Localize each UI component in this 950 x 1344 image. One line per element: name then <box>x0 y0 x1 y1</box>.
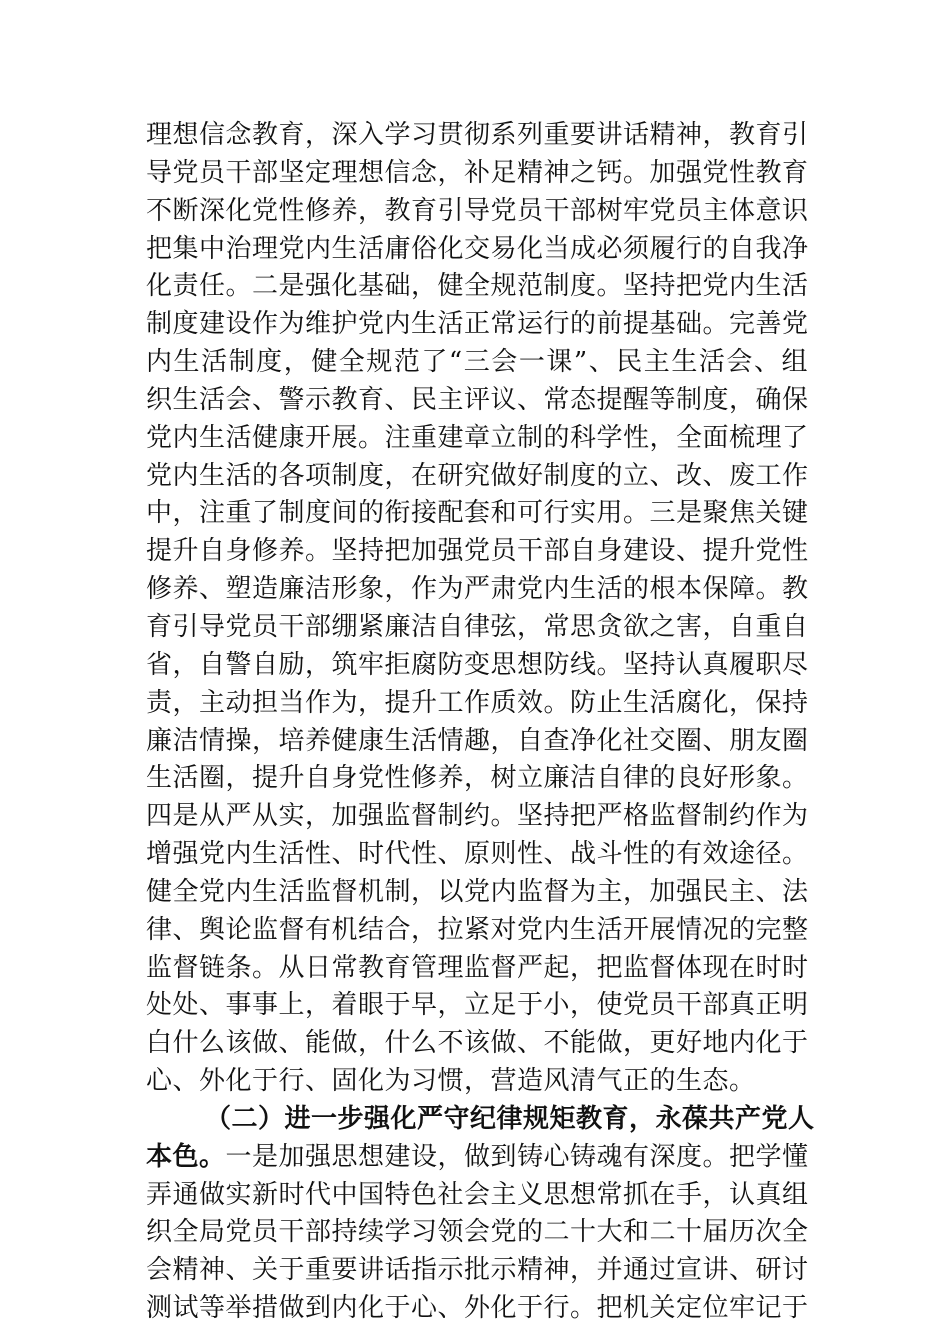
text-line: 中，注重了制度间的衔接配套和可行实用。三是聚焦关键 <box>146 498 809 529</box>
text-line: 生活圈，提升自身党性修养，树立廉洁自律的良好形象。 <box>146 763 809 794</box>
text-line: 增强党内生活性、时代性、原则性、战斗性的有效途径。 <box>146 839 809 870</box>
paragraph-1 <box>146 117 808 1101</box>
text-line: 把集中治理党内生活庸俗化交易化当成必须履行的自我净 <box>146 233 809 264</box>
text-line: 化责任。二是强化基础，健全规范制度。坚持把党内生活 <box>146 271 809 302</box>
text-line: 育引导党员干部绷紧廉洁自律弦，常思贪欲之害，自重自 <box>146 611 809 642</box>
text-line: 律、舆论监督有机结合，拉紧对党内生活开展情况的完整 <box>146 914 809 945</box>
text-line <box>146 1139 808 1177</box>
text-line: 白什么该做、能做，什么不该做、不能做，更好地内化于 <box>146 1028 809 1059</box>
text-line: 责，主动担当作为，提升工作质效。防止生活腐化，保持 <box>146 687 809 718</box>
text-line: 理想信念教育，深入学习贯彻系列重要讲话精神，教育引 <box>146 120 809 150</box>
text-line: 修养、塑造廉洁形象，作为严肃党内生活的根本保障。教 <box>146 574 809 605</box>
text-line: 提升自身修养。坚持把加强党员干部自身建设、提升党性 <box>146 536 809 567</box>
text-line: 织生活会、警示教育、民主评议、常态提醒等制度，确保 <box>146 384 809 415</box>
text-line: 测试等举措做到内化于心、外化于行。把机关定位牢记于 <box>146 1293 809 1324</box>
section-heading-end: 本色。 <box>146 1141 226 1172</box>
text-line: 健全党内生活监督机制，以党内监督为主，加强民主、法 <box>146 876 809 907</box>
text-line: 会精神、关于重要讲话指示批示精神，并通过宣讲、研讨 <box>146 1255 809 1286</box>
document-page <box>146 117 815 1328</box>
text-line: 导党员干部坚定理想信念，补足精神之钙。加强党性教育 <box>146 157 809 188</box>
text-line: 内生活制度，健全规范了“三会一课”、民主生活会、组 <box>146 347 808 378</box>
text-line: 党内生活健康开展。注重建章立制的科学性，全面梳理了 <box>146 422 809 453</box>
text-span: 一是加强思想建设，做到铸心铸魂有深度。把学懂 <box>225 1141 809 1172</box>
text-line: 党内生活的各项制度，在研究做好制度的立、改、废工作 <box>146 460 809 491</box>
text-line: 弄通做实新时代中国特色社会主义思想常抓在手，认真组 <box>146 1179 809 1210</box>
text-line: 四是从严从实，加强监督制约。坚持把严格监督制约作为 <box>146 801 809 832</box>
text-line: 不断深化党性修养，教育引导党员干部树牢党员主体意识 <box>146 195 809 226</box>
text-line: 织全局党员干部持续学习领会党的二十大和二十届历次全 <box>146 1217 809 1248</box>
text-line: 廉洁情操，培养健康生活情趣，自查净化社交圈、朋友圈 <box>146 725 809 756</box>
text-line: 省，自警自励，筑牢拒腐防变思想防线。坚持认真履职尽 <box>146 649 809 680</box>
text-line: 处处、事事上，着眼于早，立足于小，使党员干部真正明 <box>146 990 809 1021</box>
text-line: 监督链条。从日常教育管理监督严起，把监督体现在时时 <box>146 952 809 983</box>
text-line: 制度建设作为维护党内生活正常运行的前提基础。完善党 <box>146 309 809 340</box>
text-line: 心、外化于行、固化为习惯，营造风清气正的生态。 <box>146 1066 756 1097</box>
paragraph-2 <box>146 1101 815 1328</box>
section-heading: （二）进一步强化严守纪律规矩教育，永葆共产党人 <box>205 1103 815 1134</box>
